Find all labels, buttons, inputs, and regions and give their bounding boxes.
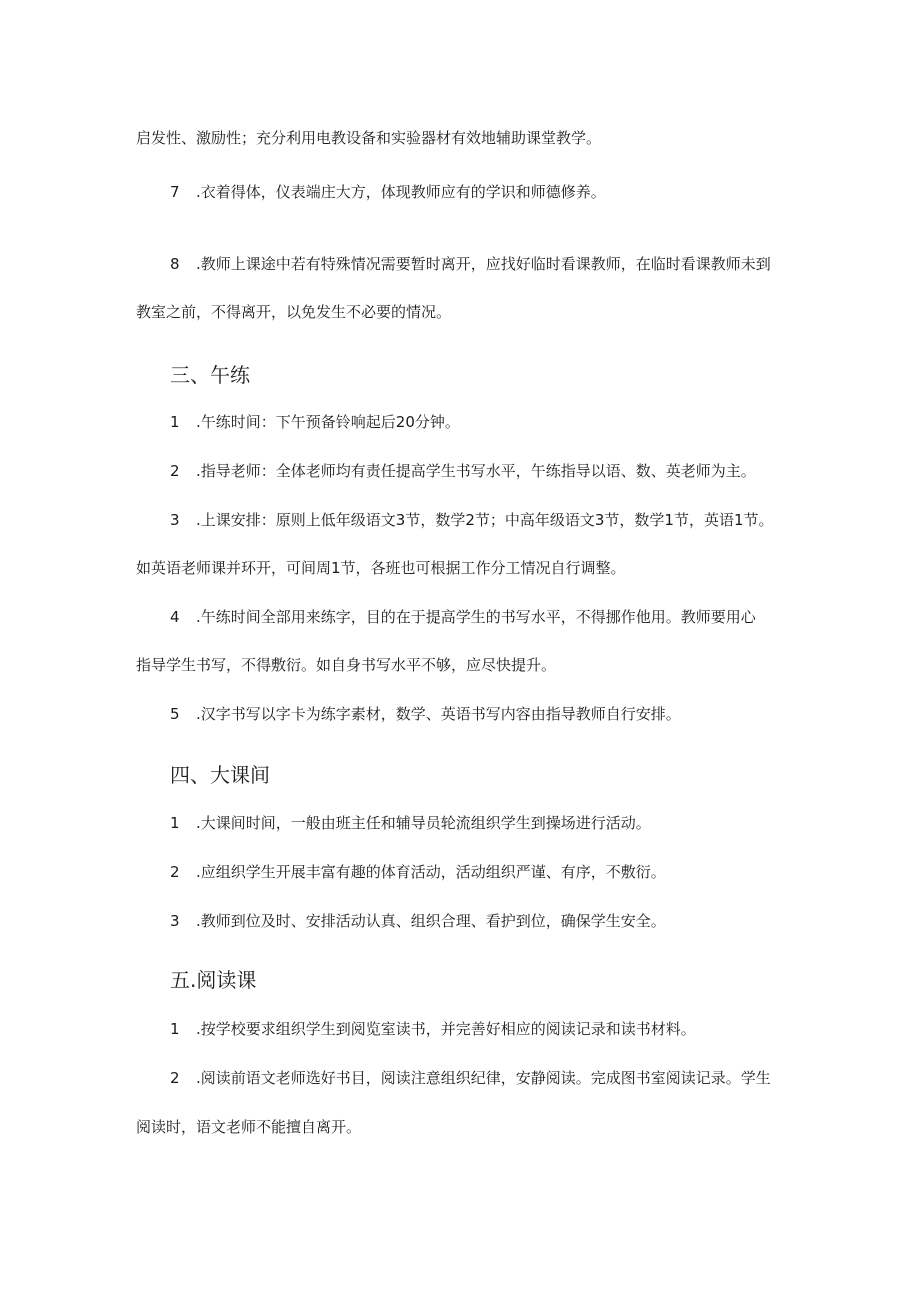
item-text: .午练时间全部用来练字，目的在于提高学生的书写水平，不得挪作他用。教师要用心 bbox=[196, 608, 756, 626]
continuation-line: 启发性、激励性；充分利用电教设备和实验器材有效地辅助课堂教学。 bbox=[136, 129, 602, 147]
list-item bbox=[170, 412, 460, 432]
item-text: .午练时间：下午预备铃响起后20分钟。 bbox=[196, 413, 460, 431]
item-text-continuation: 指导学生书写，不得敷衍。如自身书写水平不够，应尽快提升。 bbox=[136, 656, 557, 674]
list-item bbox=[170, 1019, 696, 1039]
item-number: 1 bbox=[170, 814, 180, 832]
item-number: 7 bbox=[170, 183, 180, 201]
item-number: 2 bbox=[170, 863, 180, 881]
item-number: 2 bbox=[170, 462, 180, 480]
list-item bbox=[170, 813, 651, 833]
list-item bbox=[170, 862, 666, 882]
list-item bbox=[170, 182, 606, 202]
item-number: 5 bbox=[170, 705, 180, 723]
list-item bbox=[170, 510, 774, 530]
item-number: 3 bbox=[170, 511, 180, 529]
item-text: .教师上课途中若有特殊情况需要暂时离开，应找好临时看课教师，在临时看课教师未到 bbox=[196, 255, 771, 273]
item-text: .汉字书写以字卡为练字素材，数学、英语书写内容由指导教师自行安排。 bbox=[196, 705, 681, 723]
item-text: .阅读前语文老师选好书目，阅读注意组织纪律，安静阅读。完成图书室阅读记录。学生 bbox=[196, 1069, 771, 1087]
item-text: .大课间时间，一般由班主任和辅导员轮流组织学生到操场进行活动。 bbox=[196, 814, 651, 832]
item-text-continuation: 如英语老师课并环开，可间周1节，各班也可根据工作分工情况自行调整。 bbox=[136, 559, 626, 577]
item-text: .衣着得体，仪表端庄大方，体现教师应有的学识和师德修养。 bbox=[196, 183, 606, 201]
item-text: .教师到位及时、安排活动认真、组织合理、看护到位，确保学生安全。 bbox=[196, 912, 666, 930]
item-number: 4 bbox=[170, 608, 180, 626]
section-heading: 三、午练 bbox=[170, 363, 250, 387]
list-item bbox=[170, 911, 666, 931]
item-text: .指导老师：全体老师均有责任提高学生书写水平，午练指导以语、数、英老师为主。 bbox=[196, 462, 756, 480]
item-number: 2 bbox=[170, 1069, 180, 1087]
item-text-continuation: 阅读时，语文老师不能擅自离开。 bbox=[136, 1118, 362, 1136]
list-item bbox=[170, 461, 756, 481]
item-number: 1 bbox=[170, 1020, 180, 1038]
item-text: .上课安排：原则上低年级语文3节，数学2节；中高年级语文3节，数学1节，英语1节。 bbox=[196, 511, 774, 529]
item-number: 8 bbox=[170, 255, 180, 273]
item-text-continuation: 教室之前，不得离开，以免发生不必要的情况。 bbox=[136, 303, 452, 321]
item-text: .按学校要求组织学生到阅览室读书，并完善好相应的阅读记录和读书材料。 bbox=[196, 1020, 696, 1038]
list-item bbox=[170, 704, 681, 724]
item-text: .应组织学生开展丰富有趣的体育活动，活动组织严谨、有序，不敷衍。 bbox=[196, 863, 666, 881]
item-number: 1 bbox=[170, 413, 180, 431]
section-heading: 四、大课间 bbox=[170, 763, 270, 787]
list-item bbox=[170, 1068, 771, 1088]
section-heading: 五.阅读课 bbox=[170, 968, 257, 992]
list-item bbox=[170, 254, 771, 274]
item-number: 3 bbox=[170, 912, 180, 930]
list-item bbox=[170, 607, 756, 627]
